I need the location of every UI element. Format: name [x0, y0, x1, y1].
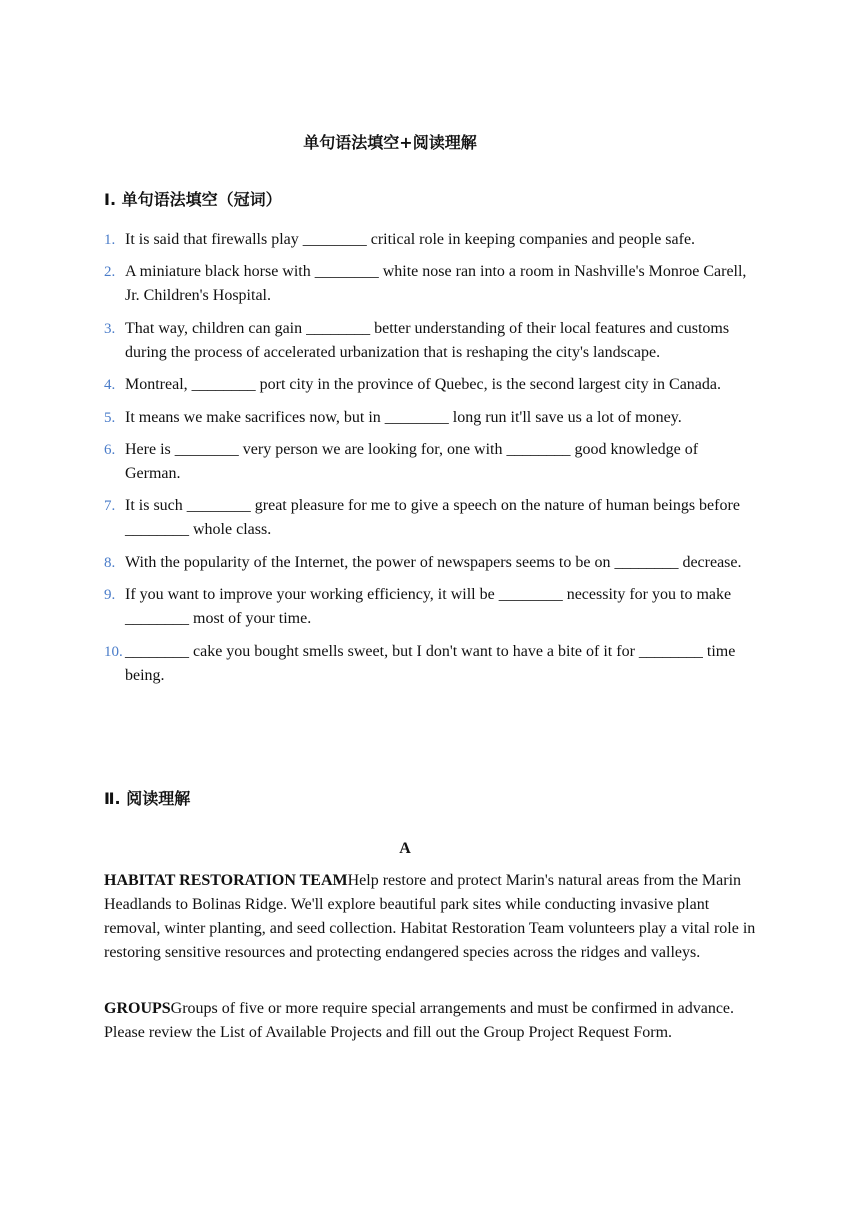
- question-item: [104, 317, 754, 365]
- question-item: [104, 583, 754, 631]
- question-number: 1.: [104, 232, 116, 248]
- question-text: It is said that firewalls play ________ critical role in keeping companies and people safe.: [125, 231, 696, 248]
- question-number: 8.: [104, 554, 116, 571]
- question-text: It means we make sacrifices now, but in ________ long run it'll save us a lot of money.: [125, 408, 682, 426]
- question-number: 7.: [104, 498, 116, 515]
- question-number: 3.: [104, 320, 116, 337]
- question-item: [104, 260, 754, 308]
- question-item: [104, 438, 754, 486]
- question-number: 10.: [104, 643, 123, 660]
- document-title: 单句语法填空+阅读理解: [303, 133, 477, 152]
- question-number: 6.: [104, 441, 116, 458]
- question-text: Here is ________ very person we are looking for, one with ________ good knowledge of German.: [125, 440, 699, 482]
- passage-paragraph: [104, 869, 756, 965]
- section-heading-reading: Ⅱ. 阅读理解: [104, 789, 191, 808]
- question-text: If you want to improve your working efficiency, it will be ________ necessity for you to make ________ most of your time.: [125, 586, 732, 628]
- question-item: [104, 551, 754, 575]
- passage-paragraph: [104, 997, 756, 1045]
- passage-letter: A: [399, 840, 411, 857]
- question-text: It is such ________ great pleasure for me to give a speech on the nature of human beings before ________ whole class.: [125, 497, 740, 539]
- question-item: [104, 406, 754, 430]
- question-text: With the popularity of the Internet, the power of newspapers seems to be on ________ decrease.: [125, 553, 742, 571]
- question-number: 4.: [104, 377, 116, 394]
- question-item: [104, 640, 754, 688]
- question-text: A miniature black horse with ________ white nose ran into a room in Nashville's Monroe Carell, Jr. Children's Hospital.: [125, 263, 747, 305]
- question-list: [104, 228, 754, 696]
- paragraph-lead: HABITAT RESTORATION TEAM: [104, 872, 348, 889]
- paragraph-text: Help restore and protect Marin's natural areas from the Marin Headlands to Bolinas Ridge. We'll explore beautiful park sites while conducting invasive plant removal, winter planting, and seed collection. Habitat Restoration Team volunteers play a vital role in restoring sensitive resources and protecting endangered species across the ridges and valleys.: [104, 872, 756, 961]
- question-item: [104, 373, 754, 397]
- question-text: ________ cake you bought smells sweet, but I don't want to have a bite of it for ________ time being.: [125, 642, 736, 684]
- question-text: Montreal, ________ port city in the province of Quebec, is the second largest city in Canada.: [125, 376, 721, 394]
- question-number: 9.: [104, 587, 116, 604]
- question-item: [104, 494, 754, 542]
- paragraph-text: Groups of five or more require special arrangements and must be confirmed in advance. Please review the List of Available Projects and fill out the Group Project Request Form.: [104, 1000, 735, 1041]
- question-item: [104, 228, 754, 252]
- question-number: 5.: [104, 409, 116, 426]
- paragraph-lead: GROUPS: [104, 1000, 171, 1017]
- question-number: 2.: [104, 264, 116, 281]
- question-text: That way, children can gain ________ better understanding of their local features and customs during the process of accelerated urbanization that is reshaping the city's landscape.: [125, 319, 730, 361]
- section-heading-grammar: Ⅰ. 单句语法填空（冠词）: [104, 190, 282, 209]
